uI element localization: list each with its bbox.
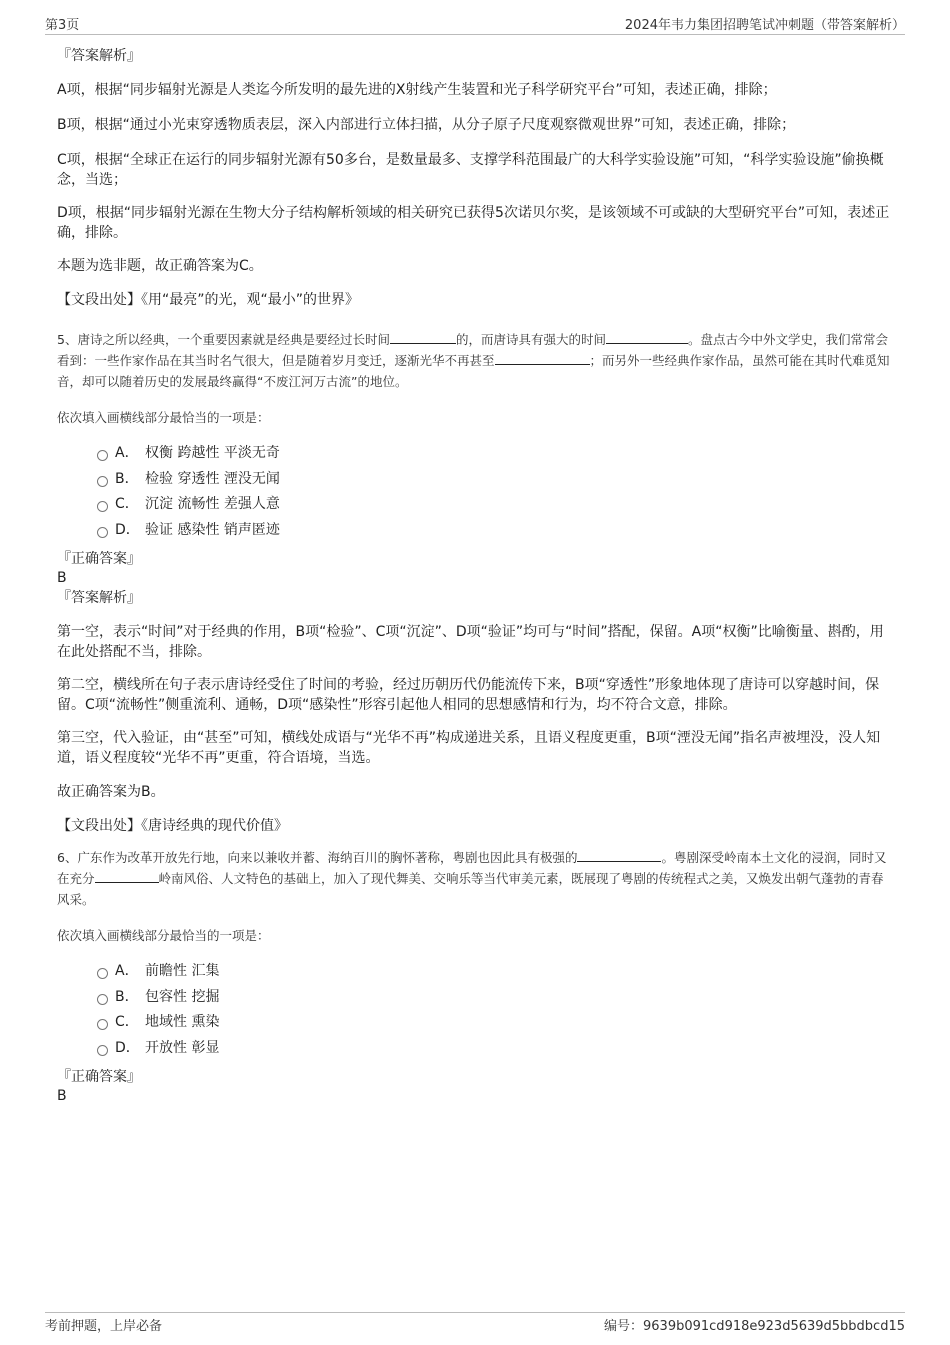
- radio-icon[interactable]: [97, 1019, 108, 1030]
- radio-icon[interactable]: [97, 968, 108, 979]
- fill-blank: [495, 350, 590, 365]
- analysis-conclusion: 故正确答案为B。: [57, 784, 165, 800]
- question-prompt: 依次填入画横线部分最恰当的一项是：: [57, 928, 270, 943]
- correct-answer-label: 『正确答案』: [57, 551, 141, 567]
- radio-icon[interactable]: [97, 1045, 108, 1056]
- radio-icon[interactable]: [97, 501, 108, 512]
- source-citation: 【文段出处】《用“最亮”的光，观“最小”的世界》: [57, 292, 360, 308]
- footer-slogan: 考前押题，上岸必备: [45, 1319, 163, 1334]
- analysis-paragraph: 第一空，表示“时间”对于经典的作用，B项“检验”、C项“沉淀”、D项“验证”均可与“时间”搭配，保留。A项“权衡”比喻衡量、斟酌，用在此处搭配不当，排除。: [57, 624, 884, 660]
- analysis-conclusion: 本题为选非题，故正确答案为C。: [57, 258, 263, 274]
- analysis-paragraph: D项，根据“同步辐射光源在生物大分子结构解析领域的相关研究已获得5次诺贝尔奖，是该领域不可或缺的大型研究平台”可知，表述正确，排除。: [57, 205, 890, 241]
- radio-icon[interactable]: [97, 527, 108, 538]
- question-6-options: [57, 959, 890, 1061]
- page-footer: [45, 1312, 905, 1335]
- option-a[interactable]: A． 权衡 跨越性 平淡无奇: [57, 441, 890, 467]
- question-5-options: [57, 441, 890, 543]
- radio-icon[interactable]: [97, 450, 108, 461]
- analysis-label: 『答案解析』: [57, 590, 141, 606]
- option-c[interactable]: C． 沉淀 流畅性 差强人意: [57, 492, 890, 518]
- option-b[interactable]: B． 包容性 挖掘: [57, 985, 890, 1011]
- question-prompt: 依次填入画横线部分最恰当的一项是：: [57, 410, 270, 425]
- fill-blank: [606, 329, 688, 344]
- document-code: 编号：9639b091cd918e923d5639d5bbdbcd15: [604, 1319, 905, 1334]
- analysis-label: 『答案解析』: [57, 48, 141, 64]
- correct-answer-label: 『正确答案』: [57, 1069, 141, 1085]
- correct-answer-value: B: [57, 570, 67, 586]
- fill-blank: [577, 847, 661, 862]
- option-b[interactable]: B． 检验 穿透性 湮没无闻: [57, 467, 890, 493]
- source-citation: 【文段出处】《唐诗经典的现代价值》: [57, 818, 288, 834]
- option-c[interactable]: C． 地域性 熏染: [57, 1010, 890, 1036]
- question-5-stem: 5、唐诗之所以经典，一个重要因素就是经典是要经过长时间 的，而唐诗具有强大的时间 。盘点古今中外文学史，我们常常会看到：一些作家作品在其当时名气很大，但是随着岁月变迁，逐渐光华不再甚至 ；而另外一些经典作家作品，虽然可能在其时代难觅知音，却可以随着历史的发展最终赢得“不废江河万古流”的地位。: [57, 329, 890, 392]
- radio-icon[interactable]: [97, 476, 108, 487]
- option-a[interactable]: A． 前瞻性 汇集: [57, 959, 890, 985]
- analysis-paragraph: 第二空，横线所在句子表示唐诗经受住了时间的考验，经过历朝历代仍能流传下来，B项“穿透性”形象地体现了唐诗可以穿越时间，保留。C项“流畅性”侧重流利、通畅，D项“感染性”形容引起他人相同的思想感情和行为，均不符合文意，排除。: [57, 677, 880, 713]
- analysis-paragraph: B项，根据“通过小光束穿透物质表层，深入内部进行立体扫描，从分子原子尺度观察微观世界”可知，表述正确，排除；: [57, 117, 796, 133]
- option-d[interactable]: D． 验证 感染性 销声匿迹: [57, 518, 890, 544]
- analysis-paragraph: A项，根据“同步辐射光源是人类迄今所发明的最先进的X射线产生装置和光子科学研究平台”可知，表述正确，排除；: [57, 82, 777, 98]
- option-d[interactable]: D． 开放性 彰显: [57, 1036, 890, 1062]
- page-header: [45, 14, 905, 35]
- fill-blank: [95, 868, 159, 883]
- analysis-paragraph: C项，根据“全球正在运行的同步辐射光源有50多台，是数量最多、支撑学科范围最广的大科学实验设施”可知，“科学实验设施”偷换概念，当选；: [57, 152, 884, 188]
- analysis-paragraph: 第三空，代入验证，由“甚至”可知，横线处成语与“光华不再”构成递进关系，且语义程度更重，B项“湮没无闻”指名声被埋没，没人知道，语义程度较“光华不再”更重，符合语境，当选。: [57, 730, 881, 766]
- question-6-stem: 6、广东作为改革开放先行地，向来以兼收并蓄、海纳百川的胸怀著称，粤剧也因此具有极强的 。粤剧深受岭南本土文化的浸润，同时又在充分 岭南风俗、人文特色的基础上，加入了现代舞美、交响乐等当代审美元素，既展现了粤剧的传统程式之美，又焕发出朝气蓬勃的青春风采。: [57, 847, 890, 910]
- document-title: 2024年韦力集团招聘笔试冲刺题（带答案解析）: [624, 18, 905, 33]
- page-content: [57, 46, 890, 1106]
- page-number: 第3页: [45, 18, 80, 33]
- radio-icon[interactable]: [97, 994, 108, 1005]
- fill-blank: [390, 329, 456, 344]
- correct-answer-value: B: [57, 1088, 67, 1104]
